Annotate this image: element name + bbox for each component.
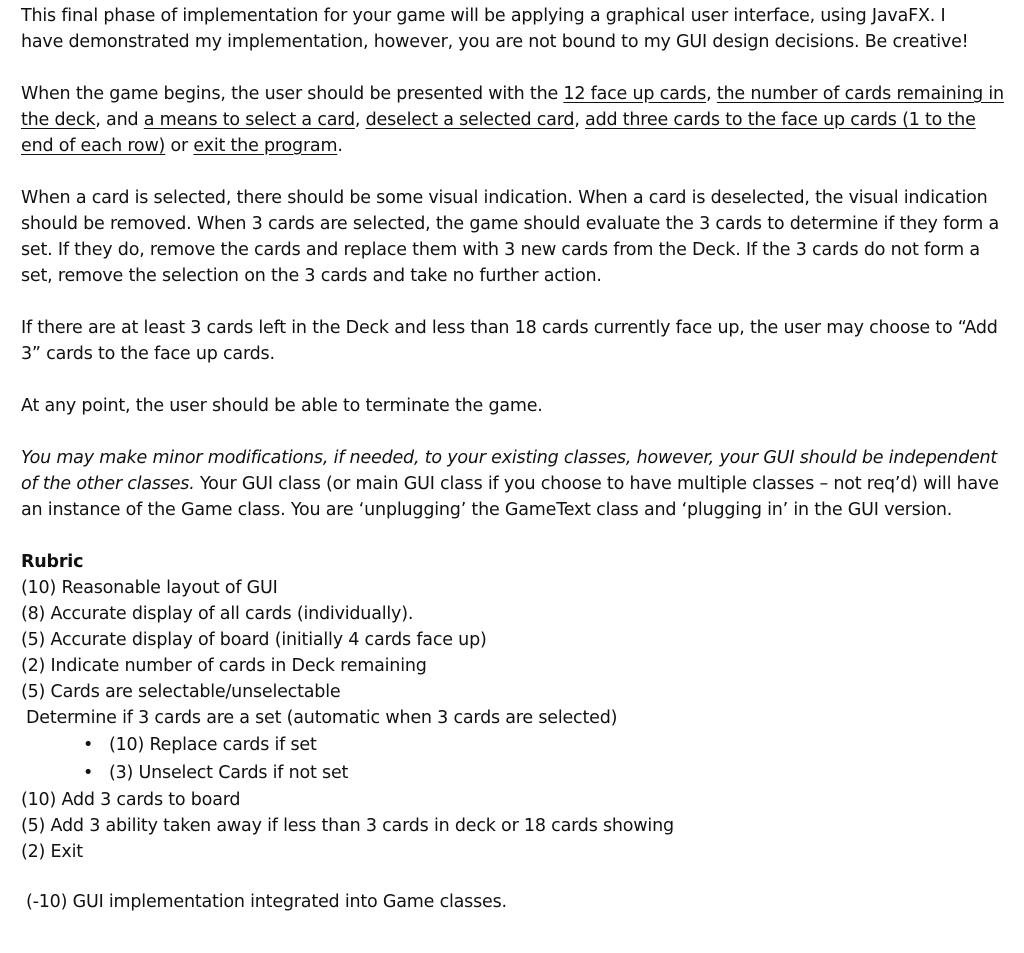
game-begin-paragraph [21,81,1006,159]
bullet-icon: • [83,763,94,783]
selection-paragraph: When a card is selected, there should be some visual indication. When a card is deselected, the visual indication should be removed. When 3 cards are selected, the game should evaluate the 3 cards to determine if they form a set. If they do, remove the cards and replace them with 3 new cards from the Deck. If the 3 cards do not form a set, remove the selection on the 3 cards and take no further action. [21,188,999,286]
rubric-item: (2) Indicate number of cards in Deck remaining [21,656,427,676]
rubric-determine-set: Determine if 3 cards are a set (automatic when 3 cards are selected) [26,708,618,728]
req-cards-remaining: the number of cards remaining in the deck [21,84,1004,130]
modifications-italic: You may make minor modifications, if needed, to your existing classes, however, your GUI should be independent of the other classes. [21,448,998,494]
rubric-penalty: (-10) GUI implementation integrated into Game classes. [26,892,507,912]
rubric-section [21,549,1006,915]
modifications-paragraph [21,445,1006,523]
begin-text-5: , [574,110,586,130]
rubric-title: Rubric [21,552,84,572]
terminate-paragraph: At any point, the user should be able to terminate the game. [21,396,543,416]
rubric-bullet-item [21,731,1006,759]
rubric-item: (10) Add 3 cards to board [21,790,241,810]
rubric-bullet-text: (3) Unselect Cards if not set [109,763,349,783]
begin-text-7: . [337,136,343,156]
add3-paragraph: If there are at least 3 cards left in the Deck and less than 18 cards currently face up, the user may choose to “Add 3” cards to the face up cards. [21,318,998,364]
begin-text-6: or [165,136,194,156]
begin-text-4: , [354,110,366,130]
req-exit-program: exit the program [193,136,338,156]
assignment-document [21,3,1006,915]
intro-paragraph [21,3,1006,55]
begin-text-2: , [706,84,717,104]
intro-line-2: have demonstrated my implementation, however, you are not bound to my GUI design decisions. Be creative! [21,32,969,52]
begin-text-1: When the game begins, the user should be presented with the [21,84,564,104]
rubric-bullet-text: (10) Replace cards if set [109,735,317,755]
modifications-rest: Your GUI class (or main GUI class if you choose to have multiple classes – not req’d) will have an instance of the Game class. You are ‘unplugging’ the GameText class and ‘plugging in’ in the GUI version. [21,474,999,520]
rubric-item: (2) Exit [21,842,83,862]
req-deselect-card: deselect a selected card [365,110,575,130]
rubric-item: (5) Accurate display of board (initially 4 cards face up) [21,630,487,650]
rubric-item: (5) Cards are selectable/unselectable [21,682,341,702]
req-add-three-cards: add three cards to the face up cards (1 to the end of each row) [21,110,976,156]
req-select-card: a means to select a card [143,110,355,130]
rubric-item: (10) Reasonable layout of GUI [21,578,278,598]
req-12-face-up-cards: 12 face up cards [563,84,707,104]
bullet-icon: • [83,735,94,755]
begin-text-3: , and [95,110,144,130]
intro-line-1: This final phase of implementation for your game will be applying a graphical user interface, using JavaFX. I [21,6,946,26]
rubric-bullet-item [21,759,1006,787]
rubric-item: (5) Add 3 ability taken away if less than 3 cards in deck or 18 cards showing [21,816,674,836]
spacer [21,865,1006,889]
rubric-item: (8) Accurate display of all cards (individually). [21,604,414,624]
